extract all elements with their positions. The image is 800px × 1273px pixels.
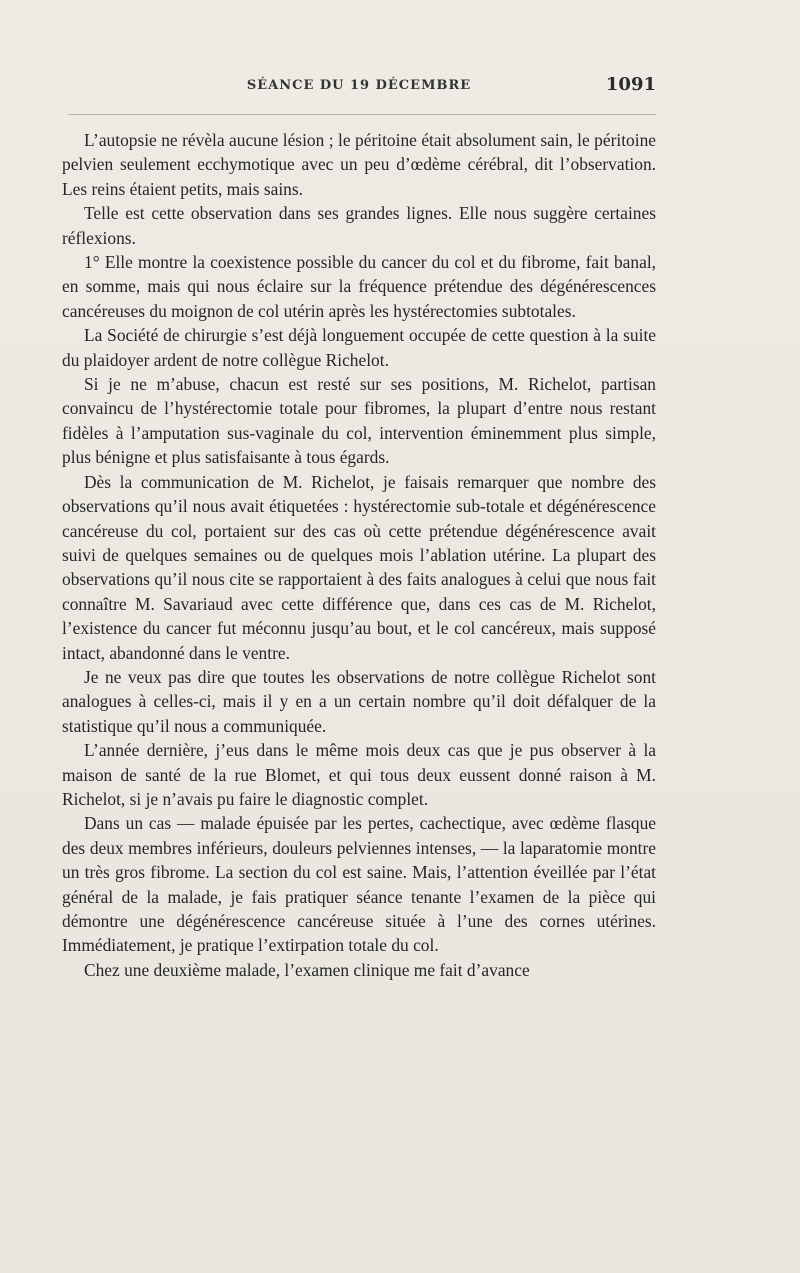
paragraph-autopsie: L’autopsie ne révèla aucune lésion ; le péritoine était absolument sain, le péritoine pelvien seulement ecchymotique avec un peu d’œdème cérébral, dit l’observation. Les reins étaient petits, mais sains.	[62, 130, 656, 199]
page-number: 1091	[605, 74, 656, 95]
paragraph-societe: La Société de chirurgie s’est déjà longuement occupée de cette question à la suite du plaidoyer ardent de notre collègue Richelot.	[62, 325, 656, 370]
running-title: SÉANCE DU 19 DÉCEMBRE	[246, 78, 472, 93]
paragraph-communication: Dès la communication de M. Richelot, je faisais remarquer que nombre des observations qu’il nous avait étiquetées : hystérectomie sub-totale et dégénérescence cancéreuse du col, portaient sur des cas où cette prétendue dégénérescence avait suivi de quelques semaines ou de quelques mois l’ablation utérine. La plupart des observations qu’il nous cite se rapportaient à des faits analogues à celui que nous fait connaître M. Savariaud avec cette différence que, dans ces cas de M. Richelot, l’existence du cancer fut méconnu jusqu’au bout, et le col cancéreux, mais supposé intact, abandonné dans le ventre.	[62, 471, 656, 663]
paragraph-premier-cas: Dans un cas — malade épuisée par les pertes, cachectique, avec œdème flasque des deux membres inférieurs, douleurs pelviennes intenses, — la laparatomie montre un très gros fibrome. La section du col est saine. Mais, l’attention éveillée par l’état général de la malade, je fais pratiquer séance tenante l’examen de la pièce qui démontre une dégénérescence cancéreuse située à l’une des cornes utérines. Immédiatement, je pratique l’extirpation totale du col.	[62, 813, 656, 956]
body-text	[62, 128, 656, 982]
header-rule	[68, 114, 656, 115]
paragraph-coexistence: 1° Elle montre la coexistence possible du cancer du col et du fibrome, fait banal, en somme, mais qui nous éclaire sur la fréquence prétendue des dégénérescences cancéreuses du moignon de col utérin après les hystérectomies subtotales.	[62, 252, 656, 321]
paragraph-annee-derniere: L’année dernière, j’eus dans le même mois deux cas que je pus observer à la maison de santé de la rue Blomet, et qui tous deux eussent donné raison à M. Richelot, si je n’avais pu faire le diagnostic complet.	[62, 740, 656, 809]
paragraph-deuxieme-malade: Chez une deuxième malade, l’examen clinique me fait d’avance	[84, 959, 530, 980]
page-header	[62, 72, 656, 102]
paragraph-statistique: Je ne veux pas dire que toutes les observations de notre collègue Richelot sont analogues à celles-ci, mais il y en a un certain nombre qu’il doit défalquer de la statistique qu’il nous a communiquée.	[62, 666, 656, 736]
paragraph-positions: Si je ne m’abuse, chacun est resté sur ses positions, M. Richelot, partisan convaincu de l’hystérectomie totale pour fibromes, la plupart d’entre nous restant fidèles à l’amputation sus-vaginale du col, intervention éminemment plus simple, plus bénigne et plus satisfaisante à tous égards.	[62, 374, 656, 468]
paragraph-telle-est: Telle est cette observation dans ses grandes lignes. Elle nous suggère certaines réflexions.	[62, 203, 656, 248]
